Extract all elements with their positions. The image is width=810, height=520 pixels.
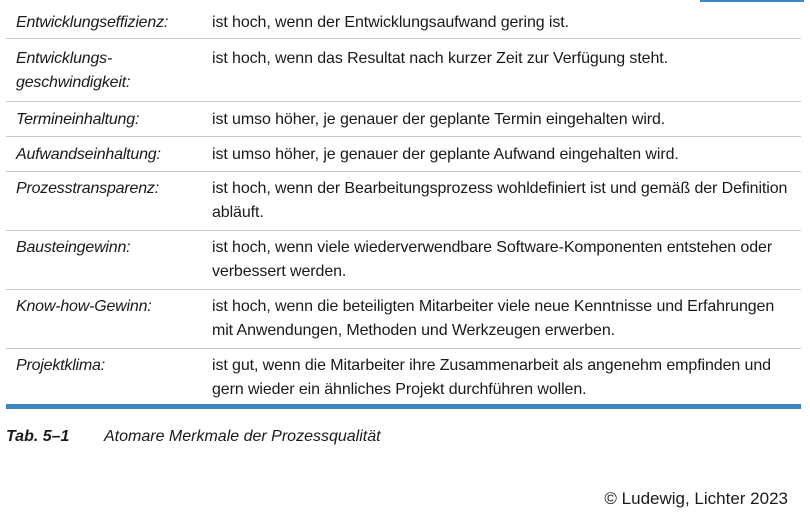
- copyright-notice: © Ludewig, Lichter 2023: [604, 489, 788, 508]
- table-row: [6, 6, 801, 39]
- term-cell: Bausteingewinn:: [16, 239, 131, 256]
- table-row: [6, 349, 801, 404]
- table-row: [6, 102, 801, 137]
- table-row: [6, 137, 801, 172]
- top-accent-line: [700, 0, 804, 2]
- term-cell: [6, 47, 212, 101]
- definition-cell: ist hoch, wenn viele wiederverwendbare Software-Komponenten entstehen oder verbessert werden.: [212, 239, 773, 280]
- definition-cell: ist hoch, wenn das Resultat nach kurzer Zeit zur Verfügung steht.: [212, 50, 668, 67]
- definition-cell: ist umso höher, je genauer der geplante Aufwand eingehalten wird.: [212, 146, 679, 163]
- definition-cell: ist gut, wenn die Mitarbeiter ihre Zusammenarbeit als angenehm empfinden und gern wieder ein ähnliches Projekt durchführen wollen.: [212, 357, 771, 398]
- definition-cell: ist hoch, wenn der Entwicklungsaufwand gering ist.: [212, 14, 569, 31]
- quality-table: [6, 6, 801, 404]
- table-row: [6, 172, 801, 231]
- caption-text: Atomare Merkmale der Prozessqualität: [104, 428, 381, 445]
- term-cell: Projektklima:: [16, 357, 105, 374]
- caption-label: Tab. 5–1: [6, 428, 70, 445]
- term-cell: Know-how-Gewinn:: [16, 298, 152, 315]
- term-line: geschwindigkeit:: [16, 74, 131, 91]
- table-row: [6, 231, 801, 290]
- table-row: [6, 290, 801, 349]
- term-cell: Termineinhaltung:: [16, 111, 140, 128]
- table-row: [6, 39, 801, 102]
- definition-cell: ist hoch, wenn die beteiligten Mitarbeiter viele neue Kenntnisse und Erfahrungen mit Anwendungen, Methoden und Werkzeugen erwerben.: [212, 298, 775, 339]
- definition-cell: ist umso höher, je genauer der geplante Termin eingehalten wird.: [212, 111, 666, 128]
- term-cell: Prozesstransparenz:: [16, 180, 159, 197]
- term-cell: Entwicklungseffizienz:: [16, 14, 169, 31]
- table-caption: [6, 428, 381, 446]
- definition-cell: ist hoch, wenn der Bearbeitungsprozess wohldefiniert ist und gemäß der Definition abläuft.: [212, 180, 788, 221]
- term-line: Entwicklungs-: [16, 50, 113, 67]
- term-cell: Aufwandseinhaltung:: [16, 146, 161, 163]
- table-bottom-rule: [6, 404, 801, 409]
